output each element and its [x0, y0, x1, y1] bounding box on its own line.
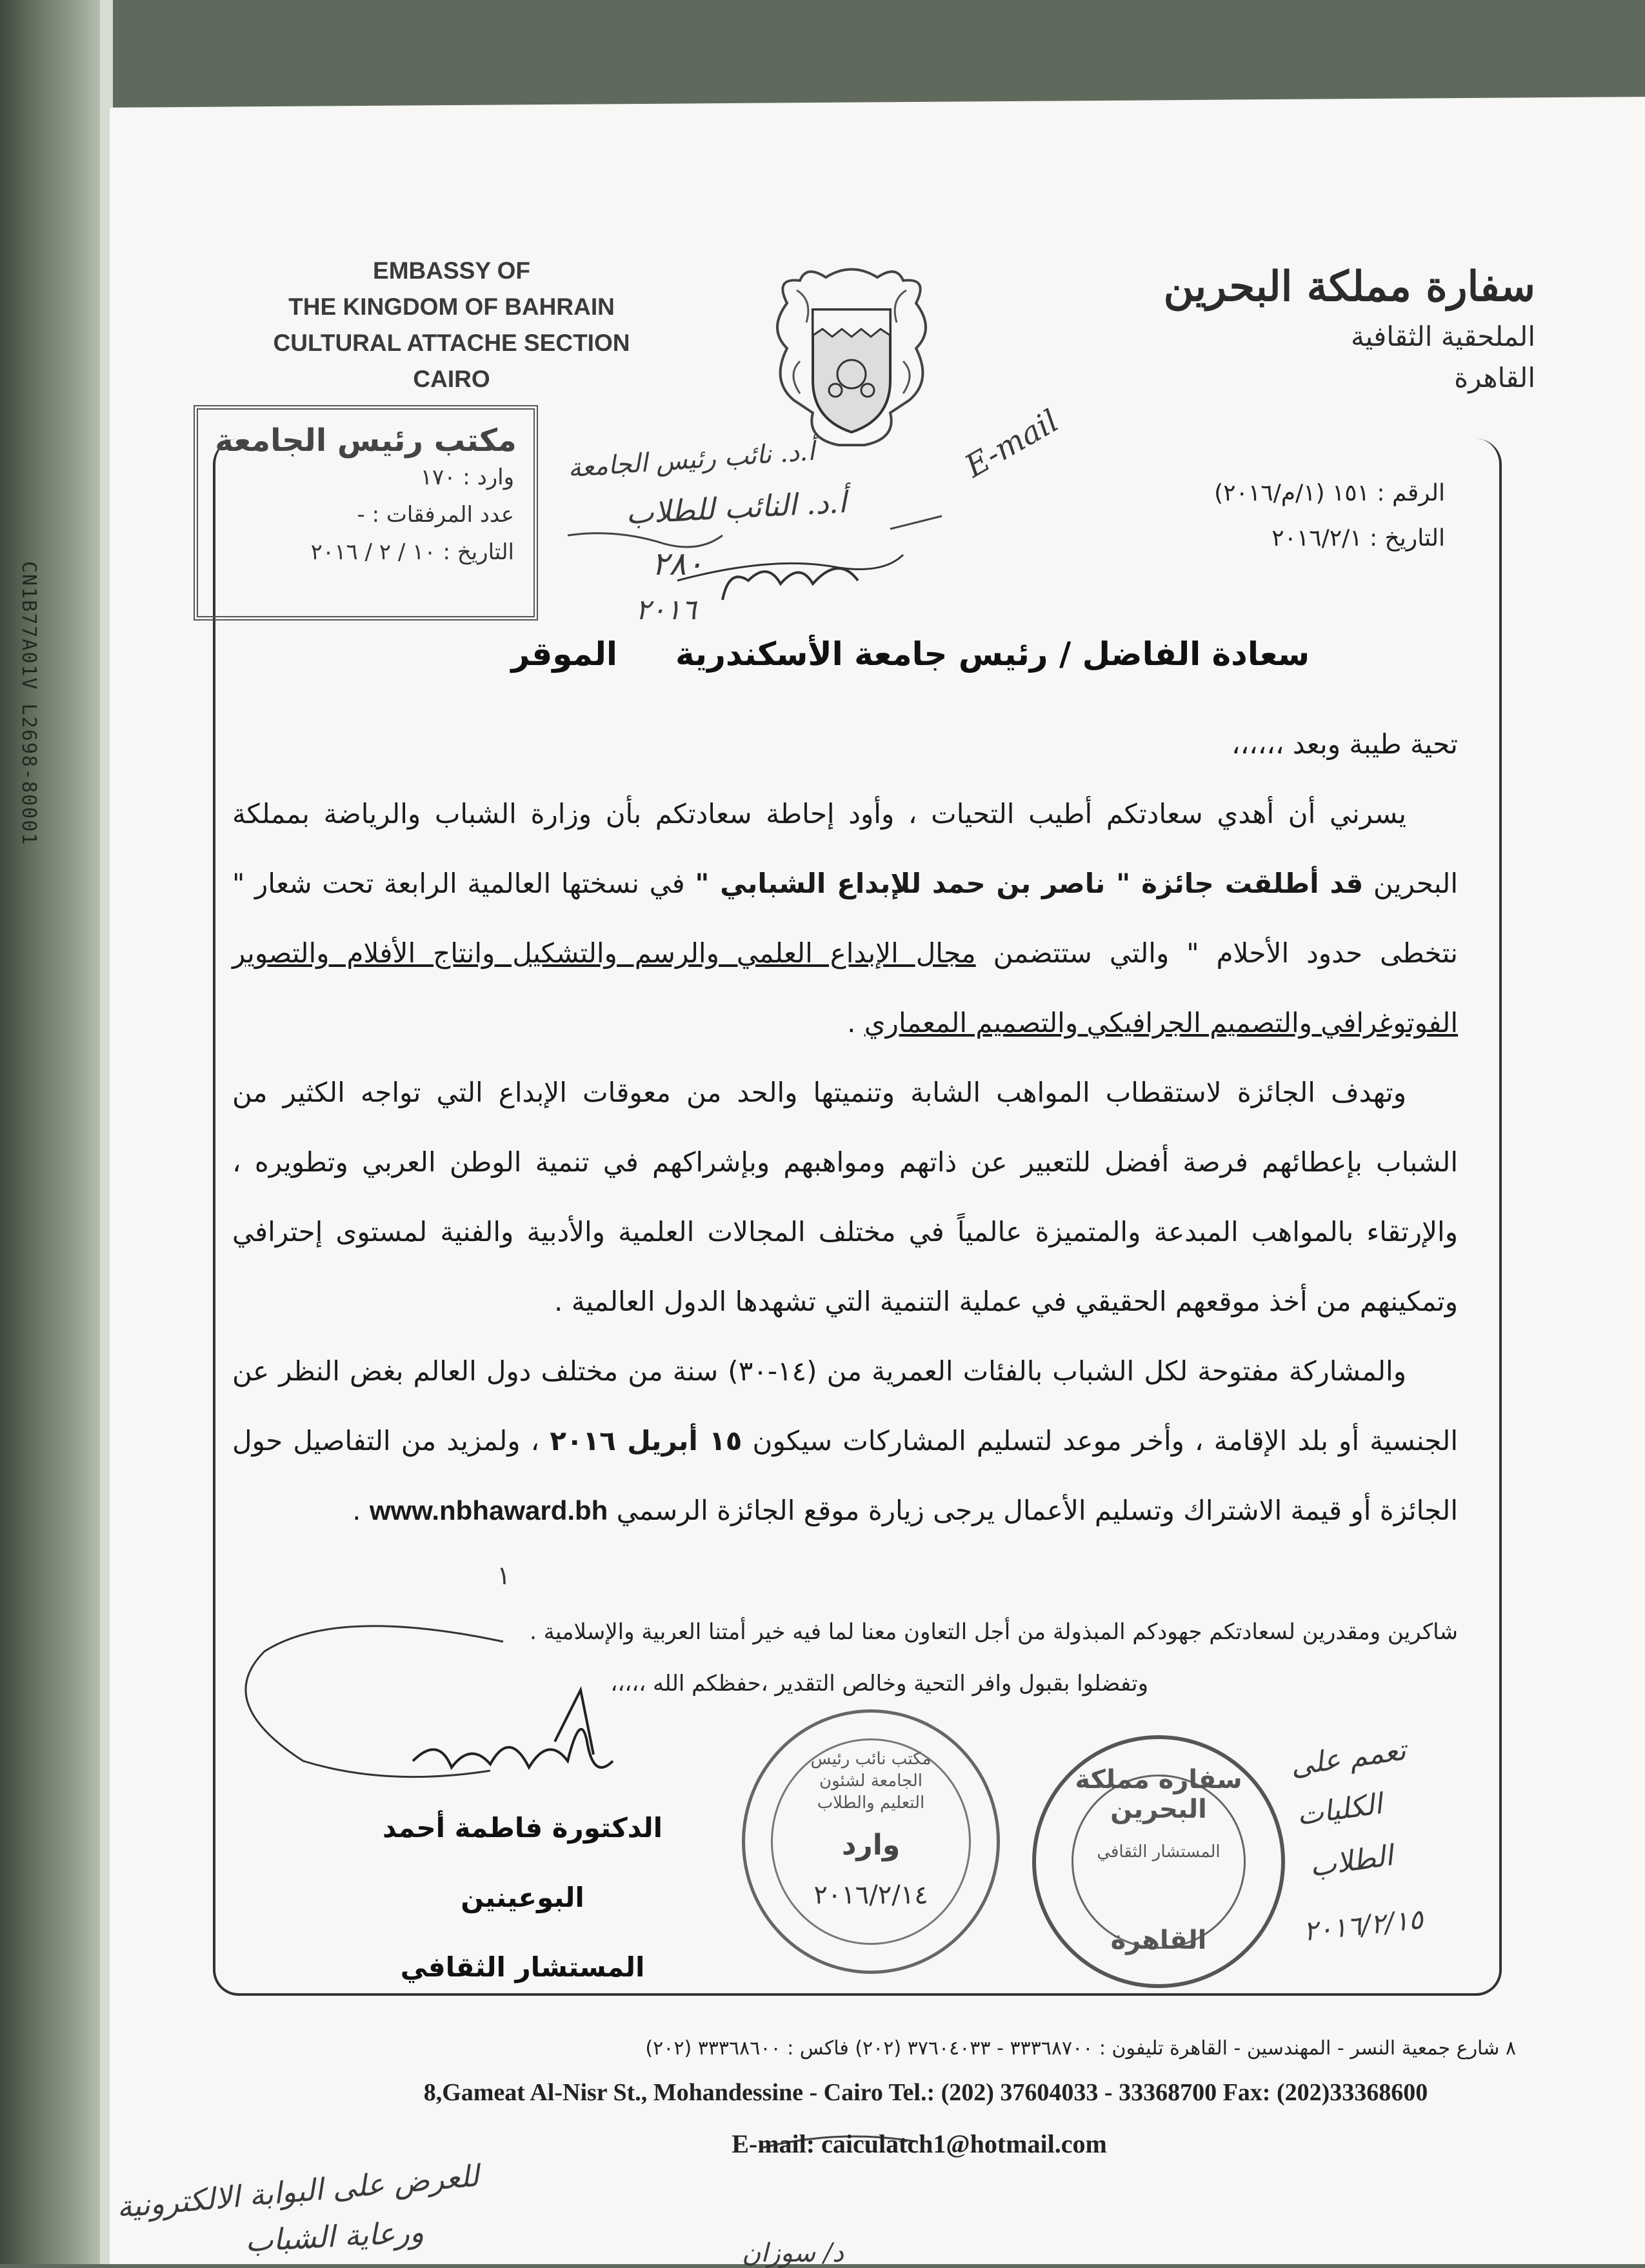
letterhead-english — [232, 253, 671, 397]
vp-stamp-received: وارد — [841, 1829, 901, 1862]
p3-text-a: والمشاركة مفتوحة لكل الشباب بالفئات العمرية من (١٤-٣٠) سنة من مختلف دول العالم بغض النظر عن الجنسية أو بلد الإقامة ، وأخر موعد لتسليم المشاركات سيكون — [232, 1355, 1459, 1457]
letterhead-en-line-1: EMBASSY OF — [373, 257, 530, 284]
closing-thanks: شاكرين ومقدرين لسعادتكم جهودكم المبذولة من أجل التعاون معنا لما فيه خير أمتنا العربية والإسلامية . — [530, 1619, 1458, 1645]
addressee-text: سعادة الفاضل / رئيس جامعة الأسكندرية — [675, 635, 1310, 673]
letterhead-ar-title: سفارة مملكة البحرين — [1163, 263, 1535, 311]
embassy-seal-stamp — [1032, 1735, 1285, 1988]
footer-arabic-address: ٨ شارع جمعية النسر - المهندسين - القاهرة تليفون : ٣٣٣٦٨٧٠٠ - ٣٧٦٠٤٠٣٣ (٢٠٢) فاكس : ٣٣٣٦٨٦٠٠ (٢٠٢) — [645, 2037, 1516, 2060]
scanner-background — [0, 0, 103, 2264]
letterhead-ar-dept: الملحقية الثقافية — [1350, 321, 1535, 352]
p1-award-name: قد أطلقت جائزة " ناصر بن حمد للإبداع الشبابي " — [695, 868, 1364, 899]
addressee-line — [511, 635, 1310, 673]
p1-text-a: يسرني أن أهدي سعادتكم أطيب التحيات ، وأود إحاطة سعادتكم بأن وزارة الشباب والرياضة بمملكة البحرين — [232, 798, 1459, 899]
letterhead-ar-city: القاهرة — [1454, 362, 1535, 393]
paragraph-1 — [232, 779, 1458, 1058]
margin-note-line-3: الطلاب — [1308, 1839, 1395, 1884]
closing-block — [200, 1606, 1458, 1709]
bottom-handwritten-note-1: للعرض على البوابة الالكترونية — [115, 2158, 481, 2225]
office-stamp-attachments: عدد المرفقات : - — [357, 502, 514, 528]
bottom-handwritten-note-2: ورعاية الشباب — [244, 2214, 425, 2259]
letterhead-en-line-2: THE KINGDOM OF BAHRAIN — [288, 293, 615, 320]
office-stamp-title: مكتب رئيس الجامعة — [215, 423, 517, 459]
footer-email[interactable]: E-mail: caiculatch1@hotmail.com — [732, 2129, 1107, 2158]
handwritten-note-email: E-mail — [959, 403, 1065, 485]
office-stamp-incoming: وارد : ١٧٠ — [420, 464, 514, 490]
president-office-stamp — [194, 405, 538, 621]
paragraph-3 — [232, 1337, 1458, 1546]
vp-stamp-date: ٢٠١٦/٢/١٤ — [813, 1880, 928, 1910]
embassy-seal-bottom: القاهرة — [1110, 1925, 1207, 1955]
signatory-title: المستشار الثقافي — [400, 1951, 645, 1983]
margin-note-line-1: تعمم على — [1288, 1733, 1408, 1783]
reference-date: التاريخ : ٢٠١٦/٢/١ — [1271, 525, 1445, 552]
side-barcode-text: CN1B77A01V L2698-80001 — [17, 561, 40, 846]
bottom-handwritten-note-3: د/ سوزان — [742, 2238, 844, 2268]
reference-number: الرقم : ١٥١ (١/م/٢٠١٦) — [1214, 480, 1445, 506]
p3-end: . — [352, 1495, 370, 1526]
footer-english-address: 8,Gameat Al-Nisr St., Mohandessine - Cairo Tel.: (202) 37604033 - 33368700 Fax: (202)33368600 — [423, 2079, 1428, 2106]
vp-office-received-stamp — [742, 1709, 1000, 1974]
award-website-link[interactable]: www.nbhaward.bh — [369, 1495, 608, 1526]
signatory-block — [329, 1793, 716, 2002]
letterhead-arabic — [1148, 258, 1535, 399]
letter-body — [232, 710, 1458, 1546]
reference-block — [1214, 471, 1445, 561]
addressee-honorific: الموقر — [511, 635, 617, 673]
p1-end: . — [847, 1007, 864, 1039]
signatory-name: الدكتورة فاطمة أحمد البوعينين — [382, 1812, 663, 1913]
handwritten-serial: ٢٨٠ — [652, 545, 704, 582]
p3-text-b: ، ولمزيد من التفاصيل حول الجائزة أو قيمة الاشتراك وتسليم الأعمال يرجى زيارة موقع الجائزة الرسمي — [232, 1425, 1458, 1526]
embassy-seal-top: سفارة مملكة البحرين — [1075, 1765, 1242, 1824]
vp-stamp-ring-text: مكتب نائب رئيس الجامعة لشئون التعليم والطلاب — [810, 1749, 932, 1813]
p3-deadline: ١٥ أبريل ٢٠١٦ — [550, 1425, 743, 1457]
embassy-seal-mid: المستشار الثقافي — [1097, 1842, 1221, 1862]
letterhead-en-line-4: CAIRO — [413, 366, 490, 392]
paragraph-2: وتهدف الجائزة لاستقطاب المواهب الشابة وتنميتها والحد من معوقات الإبداع التي تواجه الكثير من الشباب بإعطائهم فرصة أفضل للتعبير عن ذاتهم ومواهبهم وبإشراكهم في تنمية الوطن العربي وتطويره ، والإرتقاء بالمواهب المبدعة والمتميزة عالمياً في مختلف المجالات العلمية والأدبية والفنية لمستوى إحترافي وتمكينهم من أخذ موقعهم الحقيقي في عملية التنمية التي تشهدها الدول العالمية . — [232, 1077, 1458, 1317]
p1-fields-underlined: مجال الإبداع العلمي والرسم والتشكيل وانتاج الأفلام والتصوير الفوتوغرافي والتصميم الجرافيكي والتصميم المعماري — [232, 937, 1458, 1039]
margin-note-date: ٢٠١٦/٢/١٥ — [1301, 1903, 1425, 1947]
closing-regards: وتفضلوا بقبول وافر التحية وخالص التقدير ،حفظكم الله ،،،،، — [610, 1671, 1148, 1696]
handwritten-note-vp: أ.د. نائب رئيس الجامعة — [566, 436, 816, 484]
greeting: تحية طيبة وبعد ،،،،،، — [1231, 728, 1458, 760]
p1-text-b: في نسختها العالمية الرابعة تحت شعار " نتخطى حدود الأحلام " والتي ستتضمن — [232, 868, 1458, 969]
bahrain-coat-of-arms-icon — [761, 264, 942, 452]
margin-note-line-2: الكليات — [1295, 1787, 1384, 1832]
handwritten-page-mark: ١ — [497, 1561, 511, 1591]
office-stamp-date: التاريخ : ١٠ / ٢ / ٢٠١٦ — [310, 539, 514, 565]
letterhead-en-line-3: CULTURAL ATTACHE SECTION — [273, 330, 630, 356]
handwritten-year: ٢٠١٦ — [635, 593, 697, 626]
handwritten-note-student-vp: أ.د. النائب للطلاب — [624, 484, 848, 531]
